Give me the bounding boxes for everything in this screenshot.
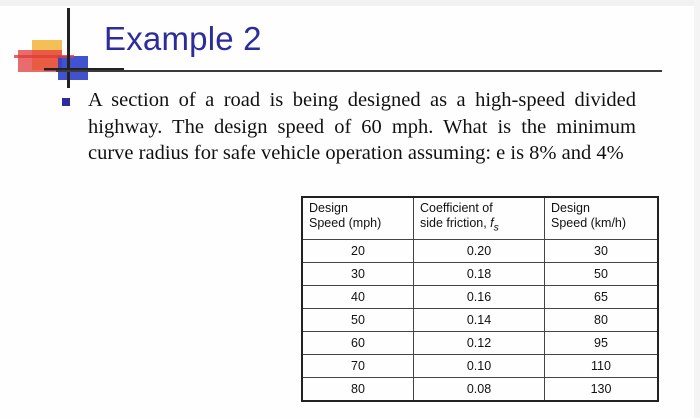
table-row — [302, 308, 658, 331]
table-header-row — [302, 197, 658, 239]
cell-friction: 0.12 — [414, 331, 545, 354]
cell-speed-mph: 40 — [302, 285, 414, 308]
cell-friction: 0.14 — [414, 308, 545, 331]
design-speed-table — [301, 196, 659, 402]
header-coefficient-side-friction: Coefficient of side friction, $f_s$ — [414, 197, 545, 239]
friction-subscript: s — [493, 222, 499, 234]
cell-speed-kmh: 30 — [545, 239, 659, 262]
top-bar — [0, 0, 700, 6]
table-body — [302, 239, 658, 401]
cell-speed-kmh: 95 — [545, 331, 659, 354]
cell-speed-mph: 80 — [302, 377, 414, 401]
table-row — [302, 239, 658, 262]
cell-speed-kmh: 130 — [545, 377, 659, 401]
table-row — [302, 285, 658, 308]
header-design-speed-kmh: Design Speed (km/h) — [545, 197, 659, 239]
title-divider — [56, 70, 662, 72]
right-edge — [694, 0, 700, 418]
friction-symbol: f — [490, 216, 494, 230]
cell-friction: 0.18 — [414, 262, 545, 285]
cell-speed-mph: 50 — [302, 308, 414, 331]
cell-speed-mph: 20 — [302, 239, 414, 262]
cell-friction: 0.10 — [414, 354, 545, 377]
slide-title: Example 2 — [104, 20, 262, 57]
table-row — [302, 377, 658, 401]
table-row — [302, 331, 658, 354]
cell-speed-kmh: 65 — [545, 285, 659, 308]
cell-speed-mph: 70 — [302, 354, 414, 377]
table-row — [302, 262, 658, 285]
cell-speed-mph: 30 — [302, 262, 414, 285]
cell-friction: 0.16 — [414, 285, 545, 308]
cell-speed-kmh: 110 — [545, 354, 659, 377]
cell-speed-kmh: 50 — [545, 262, 659, 285]
table-row — [302, 354, 658, 377]
cell-friction: 0.20 — [414, 239, 545, 262]
cell-speed-kmh: 80 — [545, 308, 659, 331]
square-bullet-icon — [62, 98, 70, 106]
header-design-speed-mph: Design Speed (mph) — [302, 197, 414, 239]
cell-friction: 0.08 — [414, 377, 545, 401]
cell-speed-mph: 60 — [302, 331, 414, 354]
bullet-text: A section of a road is being designed as a high-speed divided highway. The design speed of 60 mph. What is the minimum curve radius for safe vehicle operation assuming: e is 8% and 4% — [88, 89, 636, 164]
